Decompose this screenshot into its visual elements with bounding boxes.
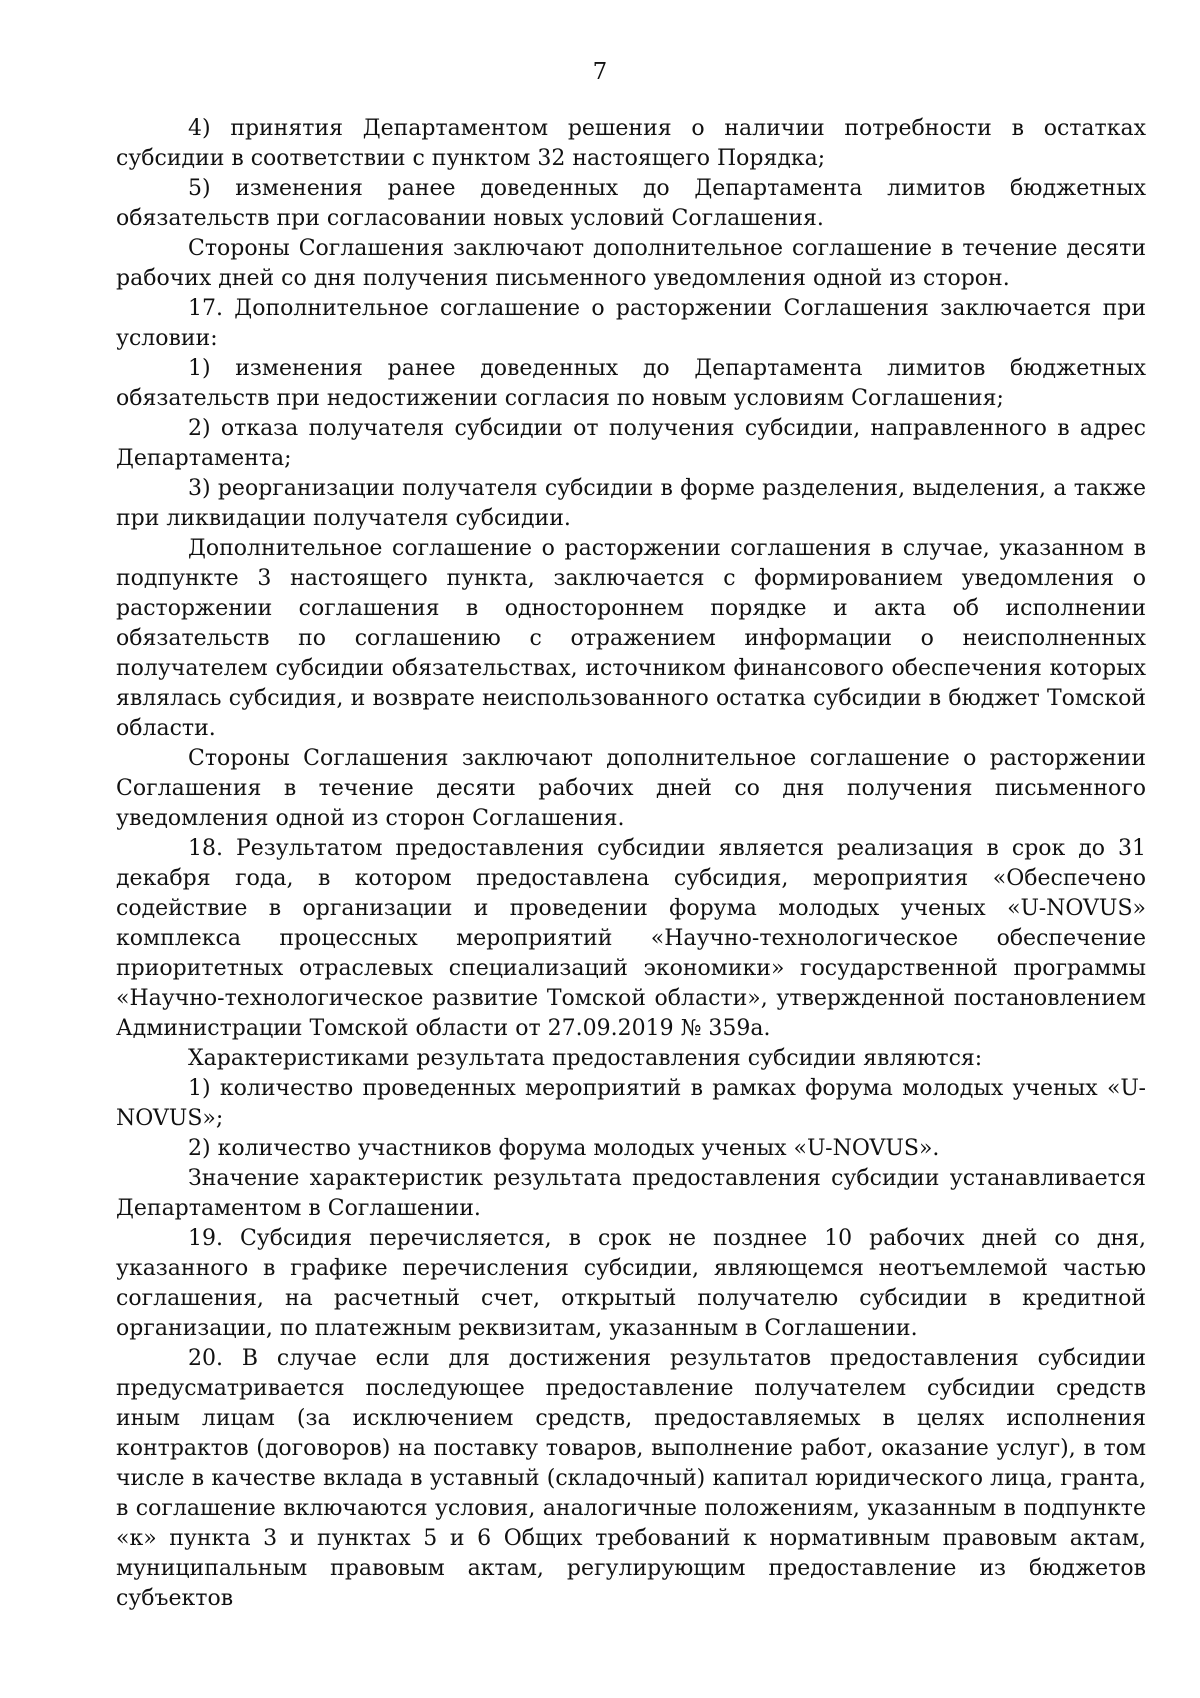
paragraph-characteristic-1: 1) количество проведенных мероприятий в рамках форума молодых ученых «U-NOVUS»; [116,1076,1146,1131]
paragraph-item-5-budget-limits-change: 5) изменения ранее доведенных до Департамента лимитов бюджетных обязательств при согласовании новых условий Соглашения. [116,176,1146,231]
paragraph-clause-17-item-1: 1) изменения ранее доведенных до Департамента лимитов бюджетных обязательств при недостижении согласия по новым условиям Соглашения; [116,356,1146,411]
paragraph-clause-17-item-3: 3) реорганизации получателя субсидии в форме разделения, выделения, а также при ликвидации получателя субсидии. [116,476,1146,531]
paragraph-termination-agreement-details: Дополнительное соглашение о расторжении соглашения в случае, указанном в подпункте 3 настоящего пункта, заключается с формированием уведомления о расторжении соглашения в одностороннем порядке и акта об исполнении обязательств по соглашению с отражением информации о неисполненных получателем субсидии обязательствах, источником финансового обеспечения которых являлась субсидия, и возврате неиспользованного остатка субсидии в бюджет Томской области. [116,536,1146,741]
paragraph-clause-20: 20. В случае если для достижения результатов предоставления субсидии предусматривается последующее предоставление получателем субсидии средств иным лицам (за исключением средств, предоставляемых в целях исполнения контрактов (договоров) на поставку товаров, выполнение работ, оказание услуг), в том числе в качестве вклада в уставный (складочный) капитал юридического лица, гранта, в соглашение включаются условия, аналогичные положениям, указанным в подпункте «к» пункта 3 и пунктах 5 и 6 Общих требований к нормативным правовым актам, муниципальным правовым актам, регулирующим предоставление из бюджетов субъектов [116,1346,1146,1611]
paragraph-clause-17-item-2: 2) отказа получателя субсидии от получения субсидии, направленного в адрес Департамента; [116,416,1146,471]
page-number: 7 [592,59,608,85]
paragraph-clause-19: 19. Субсидия перечисляется, в срок не позднее 10 рабочих дней со дня, указанного в графике перечисления субсидии, являющемся неотъемлемой частью соглашения, на расчетный счет, открытый получателю субсидии в кредитной организации, по платежным реквизитам, указанным в Соглашении. [116,1226,1146,1341]
paragraph-clause-17: 17. Дополнительное соглашение о расторжении Соглашения заключается при условии: [116,296,1146,351]
paragraph-additional-agreement-term: Стороны Соглашения заключают дополнительное соглашение в течение десяти рабочих дней со дня получения письменного уведомления одной из сторон. [116,236,1146,291]
paragraph-item-4-department-decision: 4) принятия Департаментом решения о наличии потребности в остатках субсидии в соответствии с пунктом 32 настоящего Порядка; [116,116,1146,171]
document-body [116,114,1146,1614]
paragraph-clause-18: 18. Результатом предоставления субсидии является реализация в срок до 31 декабря года, в котором предоставлена субсидия, мероприятия «Обеспечено содействие в организации и проведении форума молодых ученых «U-NOVUS» комплекса процессных мероприятий «Научно-технологическое обеспечение приоритетных отраслевых специализаций экономики» государственной программы «Научно-технологическое развитие Томской области», утвержденной постановлением Администрации Томской области от 27.09.2019 № 359а. [116,836,1146,1041]
paragraph-result-characteristics: Характеристиками результата предоставления субсидии являются: [188,1046,983,1071]
paragraph-characteristic-values: Значение характеристик результата предоставления субсидии устанавливается Департаментом в Соглашении. [116,1166,1146,1221]
paragraph-termination-agreement-term: Стороны Соглашения заключают дополнительное соглашение о расторжении Соглашения в течение десяти рабочих дней со дня получения письменного уведомления одной из сторон Соглашения. [116,746,1146,831]
paragraph-characteristic-2: 2) количество участников форума молодых ученых «U-NOVUS». [188,1136,940,1161]
